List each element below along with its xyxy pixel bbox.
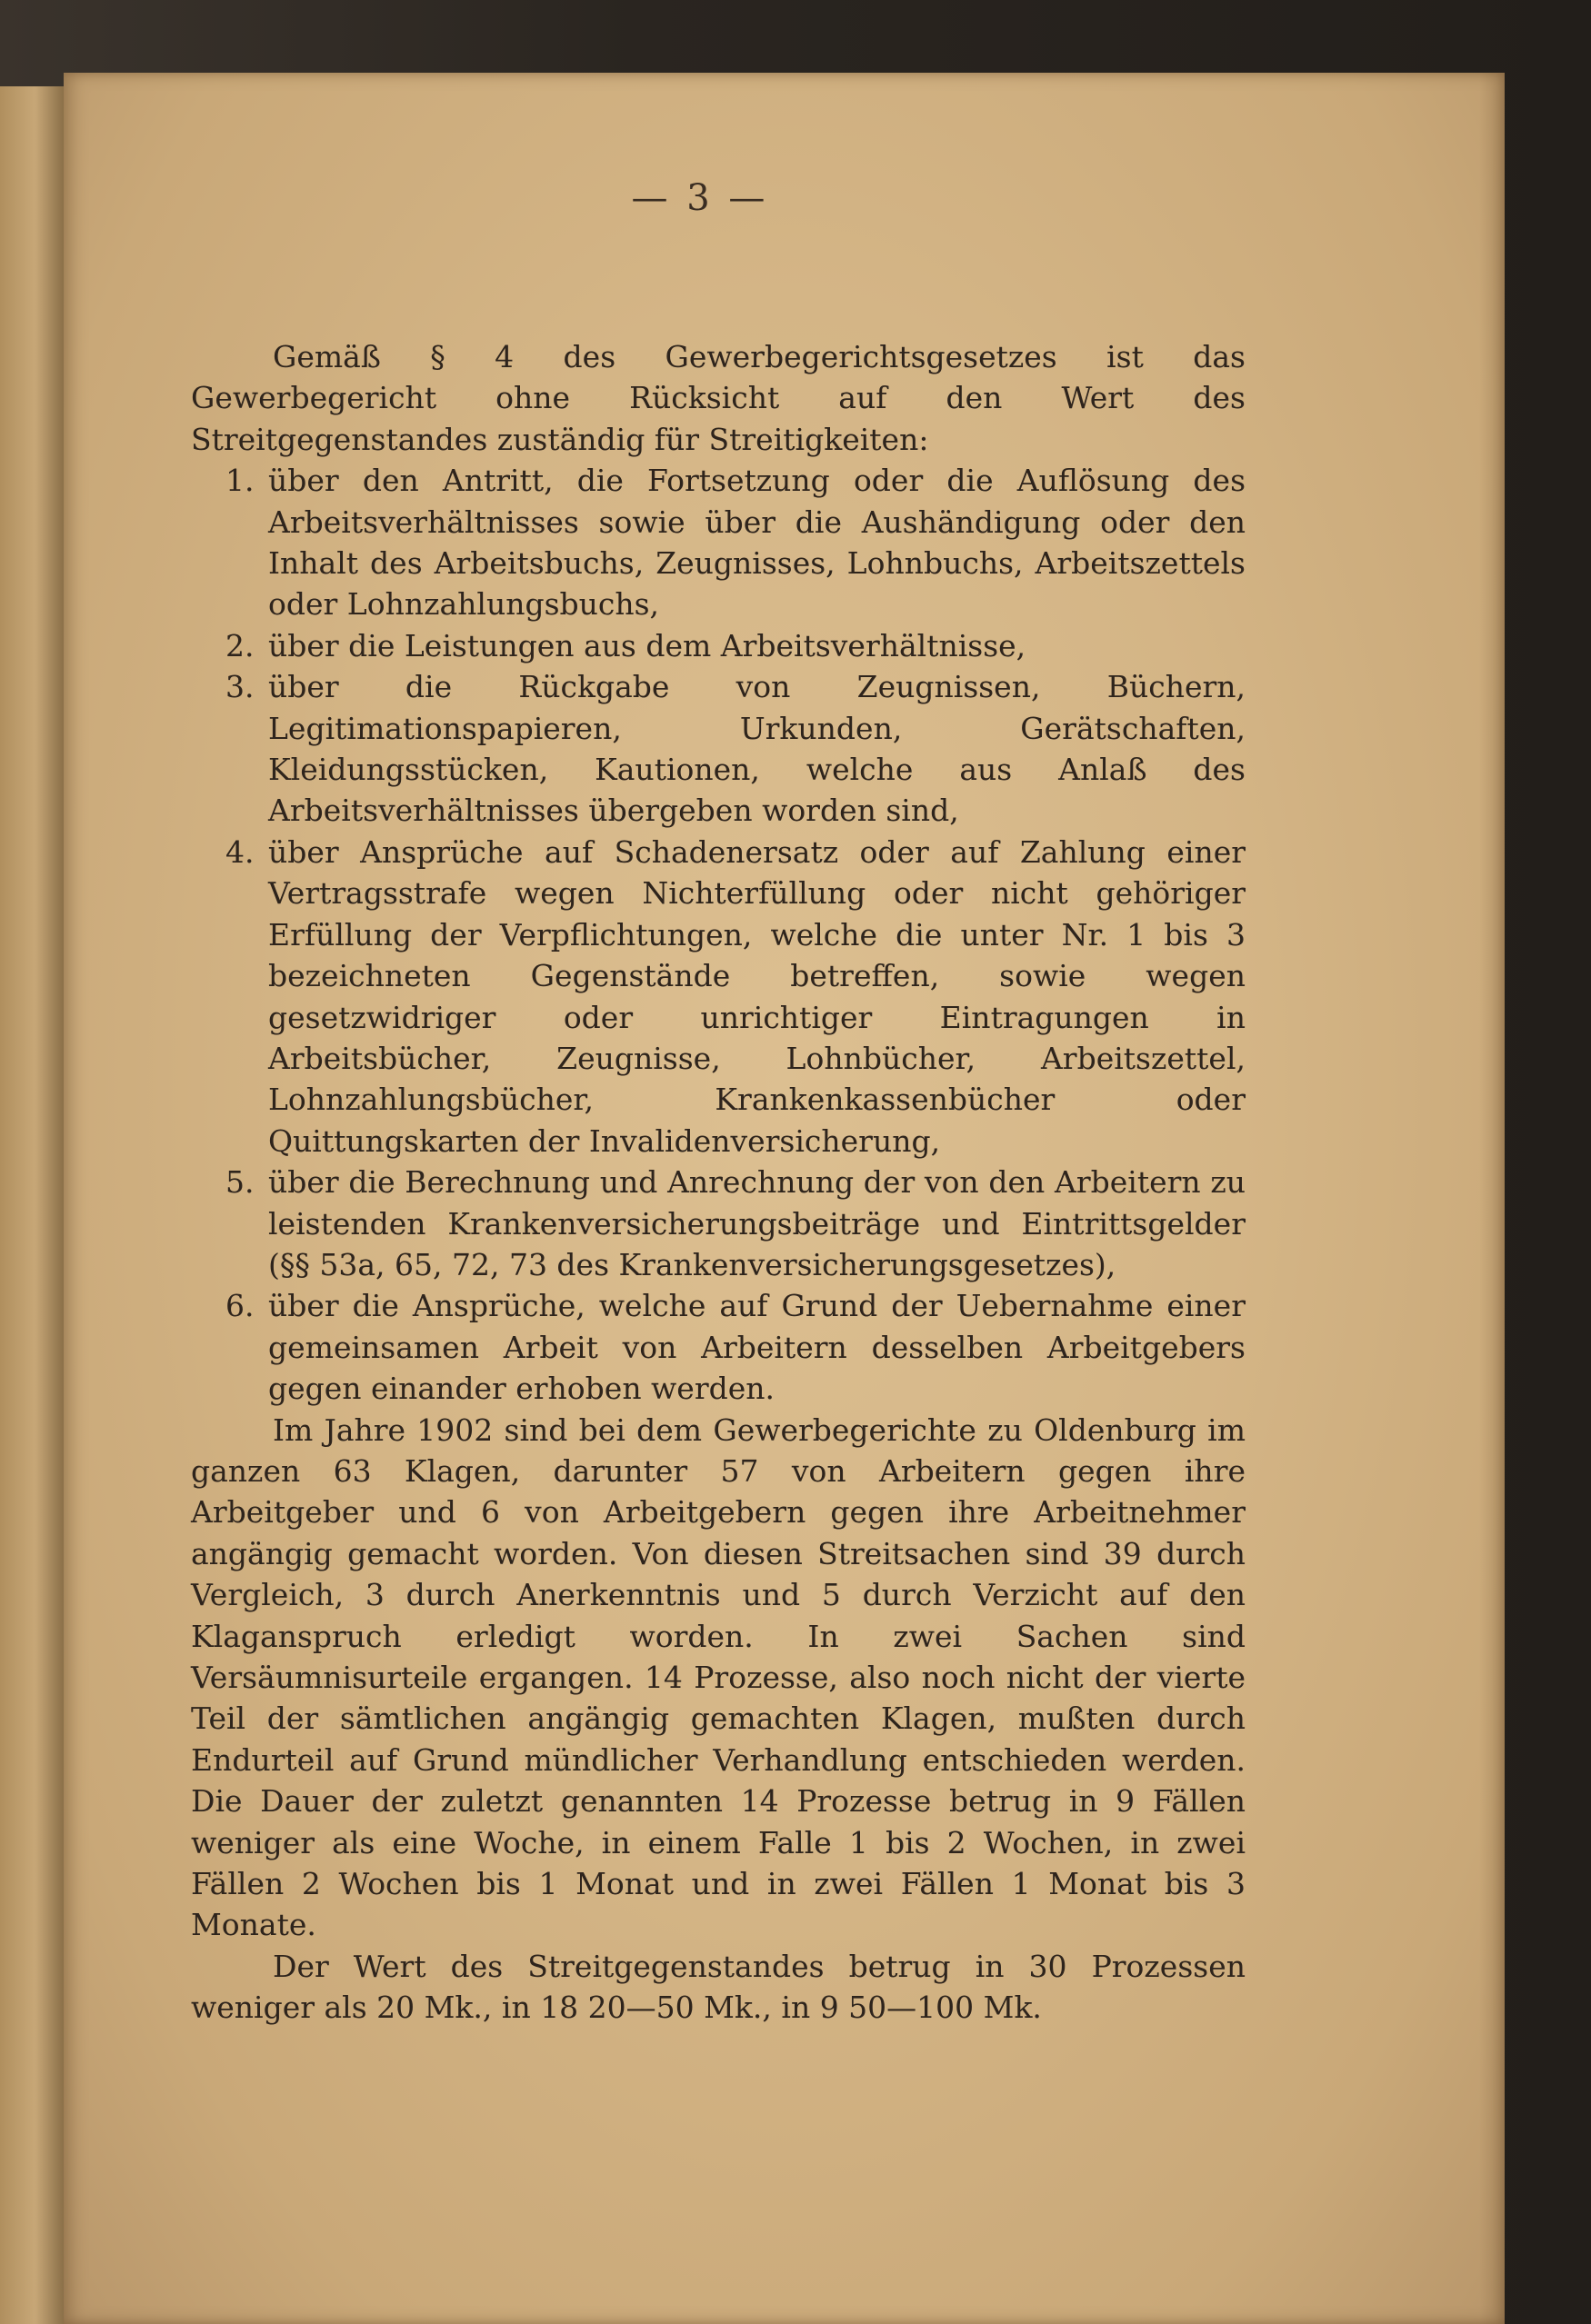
list-item-number: 4. xyxy=(225,833,255,870)
previous-page-edge xyxy=(0,86,66,2324)
list-item-text: über den Antritt, die Fortsetzung oder die Auflösung des Arbeitsverhältnisses sowie über die Aushändigung oder den Inhalt des Arbeitsbuchs, Zeugnisses, Lohnbuchs, Arbeitszettels oder Lohnzahlungsbuchs, xyxy=(268,463,1246,623)
list-item-number: 3. xyxy=(225,669,255,705)
list-item xyxy=(191,832,1246,1162)
list-item xyxy=(191,1285,1246,1409)
list-item-text: über die Leistungen aus dem Arbeitsverhältnisse, xyxy=(268,627,1026,663)
list-item-text: über Ansprüche auf Schadenersatz oder auf Zahlung einer Vertragsstrafe wegen Nichterfüllung oder nicht gehöriger Erfüllung der Verpflichtungen, welche die unter Nr. 1 bis 3 bezeichneten Gegenstände betreffen, sowie wegen gesetzwidriger oder unrichtiger Eintragungen in Arbeitsbücher, Zeugnisse, Lohnbücher, Arbeitszettel, Lohnzahlungsbücher, Krankenkassenbücher oder Quittungskarten der Invalidenversicherung, xyxy=(268,833,1246,1159)
list-item-number: 5. xyxy=(225,1164,255,1201)
list-item-text: über die Berechnung und Anrechnung der von den Arbeitern zu leistenden Krankenversicherungsbeiträge und Eintrittsgelder (§§ 53a, 65, 72, 73 des Krankenversicherungsgesetzes), xyxy=(268,1164,1246,1282)
page-edge-shadow xyxy=(1479,73,1505,2324)
list-item xyxy=(191,1162,1246,1285)
list-item xyxy=(191,460,1246,625)
statistics-paragraph: Im Jahre 1902 sind bei dem Gewerbegerichte zu Oldenburg im ganzen 63 Klagen, darunter 57 von Arbeitern gegen ihre Arbeitgeber und 6 von Arbeitgebern gegen ihre Arbeitnehmer angängig gemacht worden. Von diesen Streitsachen sind 39 durch Vergleich, 3 durch Anerkenntnis und 5 durch Verzicht auf den Klaganspruch erledigt worden. In zwei Sachen sind Versäumnisurteile ergangen. 14 Prozesse, also noch nicht der vierte Teil der sämtlichen angängig gemachten Klagen, mußten durch Endurteil auf Grund mündlicher Verhandlung entschieden werden. Die Dauer der zuletzt genannten 14 Prozesse betrug in 9 Fällen weniger als eine Woche, in einem Falle 1 bis 2 Wochen, in zwei Fällen 2 Wochen bis 1 Monat und in zwei Fällen 1 Monat bis 3 Monate. xyxy=(191,1411,1246,1943)
list-item-number: 6. xyxy=(225,1288,255,1324)
list-item-number: 2. xyxy=(225,627,255,663)
intro-paragraph: Gemäß § 4 des Gewerbegerichtsgesetzes ist das Gewerbegericht ohne Rücksicht auf den Wert des Streitgegenstandes zuständig für Streitigkeiten: xyxy=(191,339,1246,457)
page-content xyxy=(191,336,1246,2029)
list-item-number: 1. xyxy=(225,463,255,499)
list-item-text: über die Rückgabe von Zeugnissen, Büchern, Legitimationspapieren, Urkunden, Gerätschaften, Kleidungsstücken, Kautionen, welche aus Anlaß des Arbeitsverhältnisses übergeben worden sind, xyxy=(268,669,1246,829)
list-item xyxy=(191,666,1246,832)
page-number: — 3 — xyxy=(631,177,769,219)
dispute-value-paragraph: Der Wert des Streitgegenstandes betrug in 30 Prozessen weniger als 20 Mk., in 18 20—50 Mk., in 9 50—100 Mk. xyxy=(191,1948,1246,2026)
list-item xyxy=(191,625,1246,666)
jurisdiction-list xyxy=(191,460,1246,1409)
list-item-text: über die Ansprüche, welche auf Grund der Uebernahme einer gemeinsamen Arbeit von Arbeitern desselben Arbeitgebers gegen einander erhoben werden. xyxy=(268,1288,1246,1407)
